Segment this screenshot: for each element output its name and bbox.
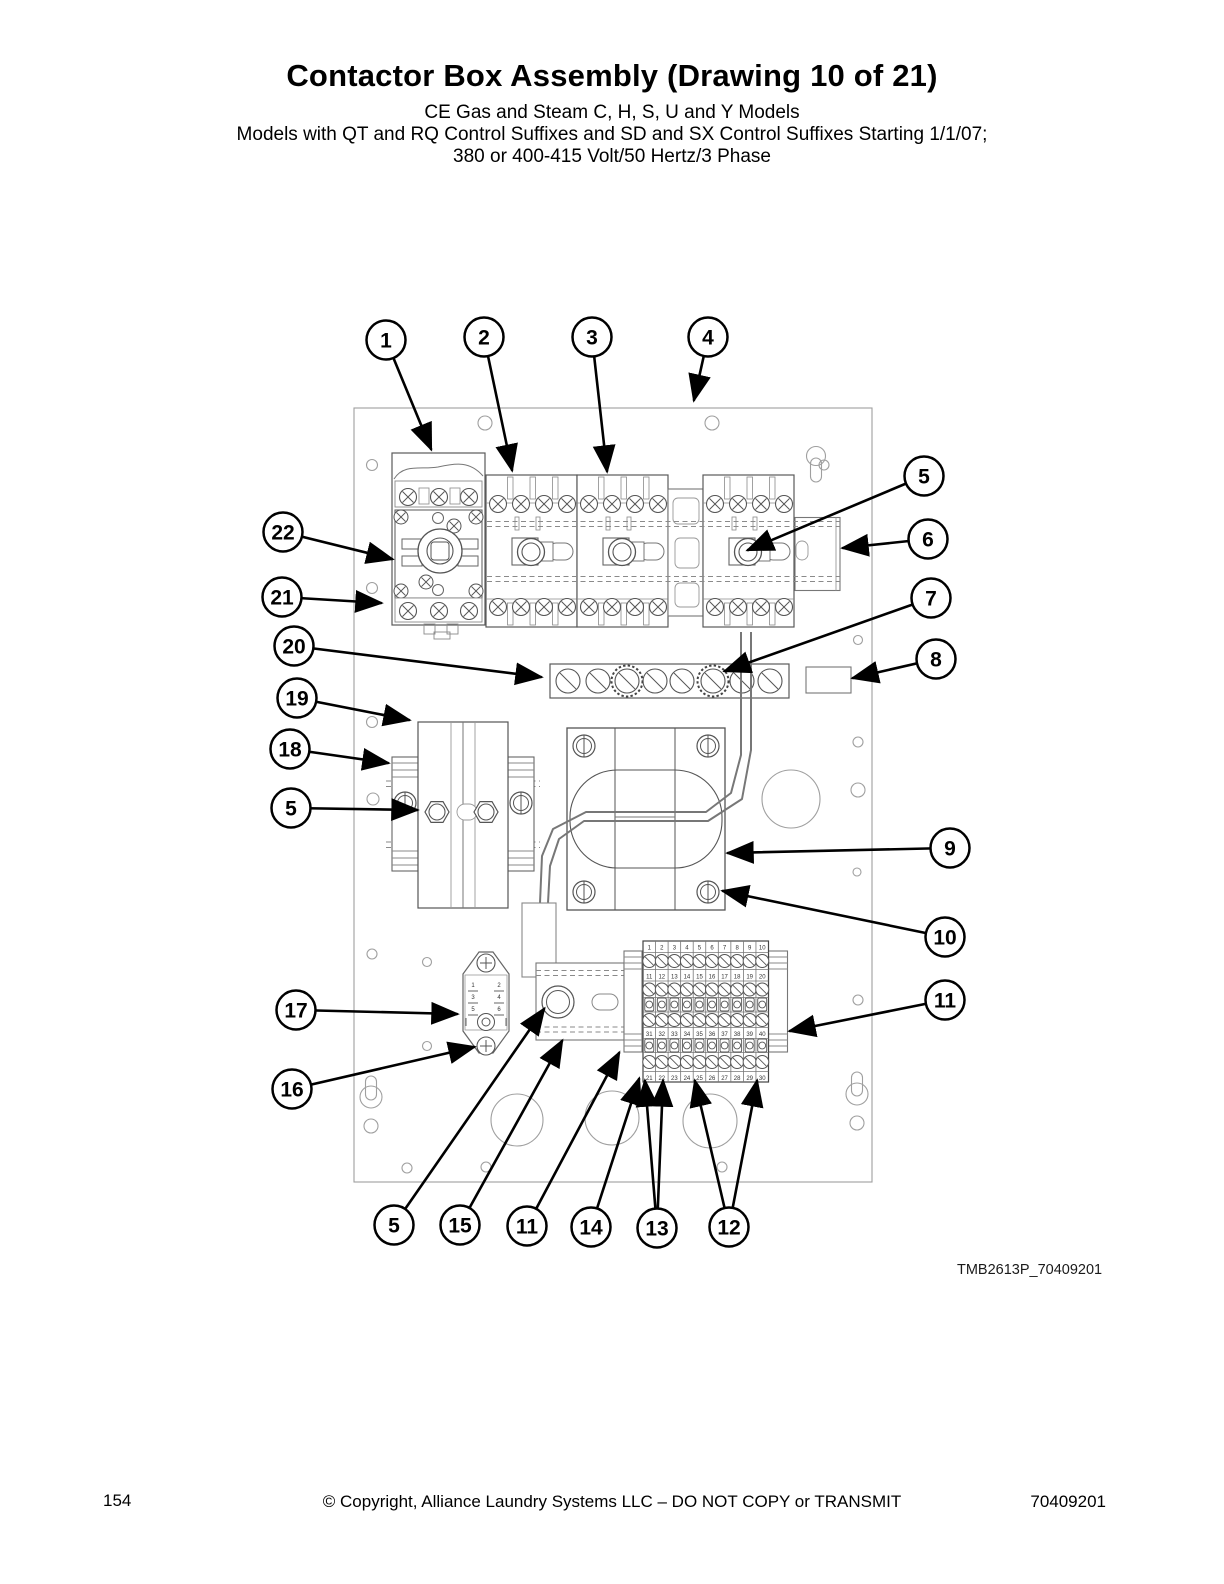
device-screw-top bbox=[477, 954, 495, 972]
bracket-screw bbox=[510, 792, 532, 814]
svg-text:23: 23 bbox=[671, 1076, 678, 1082]
svg-text:31: 31 bbox=[645, 1032, 653, 1038]
svg-text:8: 8 bbox=[930, 648, 942, 672]
svg-text:14: 14 bbox=[579, 1216, 603, 1240]
svg-text:20: 20 bbox=[758, 974, 766, 981]
svg-text:39: 39 bbox=[746, 1032, 754, 1038]
svg-text:36: 36 bbox=[708, 1032, 716, 1038]
svg-text:21: 21 bbox=[645, 1076, 653, 1082]
svg-text:38: 38 bbox=[733, 1032, 741, 1038]
footer-page-number: 154 bbox=[103, 1491, 132, 1510]
svg-text:16: 16 bbox=[280, 1078, 304, 1102]
svg-text:8: 8 bbox=[735, 945, 739, 952]
transformer-screw bbox=[573, 735, 595, 757]
svg-text:10: 10 bbox=[933, 926, 957, 950]
transformer-screw bbox=[697, 881, 719, 903]
rail-end-clamp-right bbox=[769, 951, 788, 1052]
svg-text:1: 1 bbox=[380, 329, 392, 353]
svg-text:1: 1 bbox=[471, 983, 475, 989]
svg-text:17: 17 bbox=[284, 999, 308, 1023]
svg-text:3: 3 bbox=[586, 326, 598, 350]
svg-text:5: 5 bbox=[285, 797, 297, 821]
terminal-block bbox=[643, 941, 769, 1082]
svg-text:5: 5 bbox=[918, 465, 930, 489]
fuse-nut bbox=[425, 802, 449, 823]
svg-text:9: 9 bbox=[944, 837, 956, 861]
svg-text:18: 18 bbox=[278, 738, 302, 762]
svg-text:11: 11 bbox=[646, 974, 653, 981]
contactor-link bbox=[668, 489, 703, 616]
contactor-2 bbox=[577, 475, 668, 627]
transformer-screw bbox=[697, 735, 719, 757]
svg-text:10: 10 bbox=[758, 945, 766, 952]
svg-text:1: 1 bbox=[647, 945, 651, 952]
svg-text:6: 6 bbox=[497, 1007, 501, 1013]
svg-text:29: 29 bbox=[746, 1076, 754, 1082]
transformer-screw bbox=[573, 881, 595, 903]
svg-text:37: 37 bbox=[721, 1032, 728, 1038]
svg-text:22: 22 bbox=[271, 521, 295, 545]
subtitle-line-2: Models with QT and RQ Control Suffixes and SD and SX Control Suffixes Starting 1/1/07; bbox=[236, 124, 988, 145]
svg-text:26: 26 bbox=[708, 1076, 716, 1082]
svg-text:4: 4 bbox=[702, 326, 714, 350]
svg-text:12: 12 bbox=[717, 1216, 741, 1240]
svg-text:4: 4 bbox=[685, 945, 689, 952]
svg-text:19: 19 bbox=[746, 974, 754, 981]
svg-text:3: 3 bbox=[471, 995, 475, 1001]
ground-terminal-strip bbox=[550, 664, 789, 698]
svg-text:5: 5 bbox=[388, 1214, 400, 1238]
page-title: Contactor Box Assembly (Drawing 10 of 21) bbox=[286, 58, 938, 93]
subtitle-line-1: CE Gas and Steam C, H, S, U and Y Models bbox=[424, 102, 800, 123]
svg-text:40: 40 bbox=[758, 1032, 766, 1038]
svg-text:3: 3 bbox=[672, 945, 677, 952]
svg-text:11: 11 bbox=[515, 1215, 539, 1239]
svg-text:6: 6 bbox=[710, 945, 714, 952]
svg-text:14: 14 bbox=[683, 974, 691, 981]
svg-text:12: 12 bbox=[658, 974, 666, 981]
svg-text:2: 2 bbox=[478, 326, 490, 350]
svg-text:32: 32 bbox=[658, 1032, 666, 1038]
svg-text:24: 24 bbox=[683, 1076, 691, 1082]
contactor-1 bbox=[486, 475, 577, 627]
svg-text:9: 9 bbox=[748, 945, 752, 952]
nameplate bbox=[806, 667, 851, 693]
disconnect-switch bbox=[392, 453, 485, 639]
svg-text:35: 35 bbox=[696, 1032, 703, 1038]
svg-text:7: 7 bbox=[722, 945, 727, 952]
drawing-code: TMB2613P_70409201 bbox=[957, 1262, 1103, 1278]
svg-text:4: 4 bbox=[497, 995, 501, 1001]
svg-text:25: 25 bbox=[696, 1076, 703, 1082]
svg-text:15: 15 bbox=[448, 1214, 472, 1238]
svg-text:2: 2 bbox=[497, 983, 501, 989]
footer-copyright: © Copyright, Alliance Laundry Systems LLC – DO NOT COPY or TRANSMIT bbox=[322, 1492, 902, 1511]
bottom-din-rail bbox=[536, 963, 624, 1040]
svg-text:28: 28 bbox=[733, 1076, 741, 1082]
svg-text:5: 5 bbox=[697, 945, 702, 952]
svg-text:33: 33 bbox=[671, 1032, 678, 1038]
svg-text:15: 15 bbox=[696, 974, 703, 981]
svg-text:18: 18 bbox=[733, 974, 741, 981]
svg-text:34: 34 bbox=[683, 1032, 691, 1038]
svg-text:21: 21 bbox=[270, 586, 294, 610]
rail-end-clamp-left bbox=[624, 951, 642, 1052]
svg-text:5: 5 bbox=[471, 1007, 475, 1013]
svg-text:2: 2 bbox=[660, 945, 664, 952]
svg-text:6: 6 bbox=[922, 528, 934, 552]
svg-text:17: 17 bbox=[721, 974, 728, 981]
svg-text:27: 27 bbox=[721, 1076, 728, 1082]
svg-text:7: 7 bbox=[925, 587, 937, 611]
rotary-handle bbox=[418, 529, 462, 573]
svg-text:22: 22 bbox=[658, 1076, 666, 1082]
subtitle-line-3: 380 or 400-415 Volt/50 Hertz/3 Phase bbox=[453, 146, 771, 167]
device-screw-bottom bbox=[477, 1037, 495, 1055]
svg-text:19: 19 bbox=[285, 687, 309, 711]
svg-text:16: 16 bbox=[708, 974, 716, 981]
svg-text:30: 30 bbox=[758, 1076, 766, 1082]
callout-4 bbox=[689, 318, 728, 401]
svg-text:20: 20 bbox=[282, 635, 306, 659]
filter-device bbox=[463, 952, 509, 1055]
svg-text:13: 13 bbox=[645, 1217, 669, 1241]
footer-document-number: 70409201 bbox=[1030, 1492, 1106, 1511]
fuse-nut bbox=[474, 802, 498, 823]
svg-text:13: 13 bbox=[671, 974, 678, 981]
control-transformer bbox=[567, 728, 725, 910]
svg-text:11: 11 bbox=[933, 989, 957, 1013]
